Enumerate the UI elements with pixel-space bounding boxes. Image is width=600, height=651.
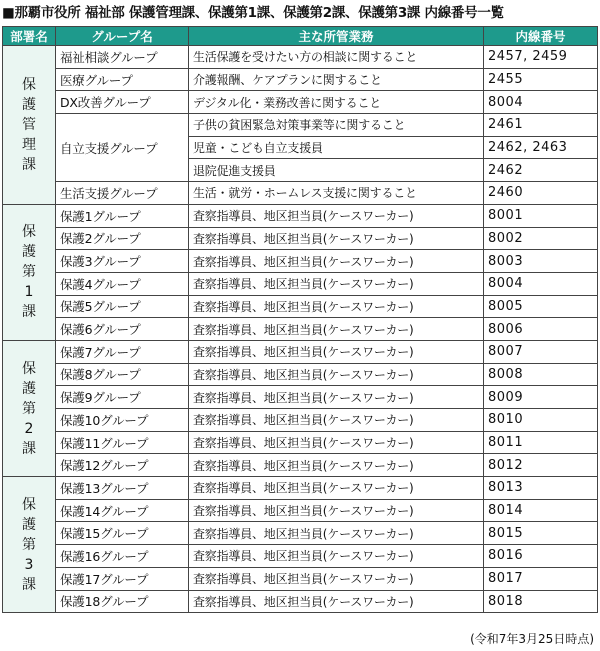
group-name-cell: DX改善グループ — [56, 91, 189, 114]
extension-cell: 8014 — [484, 499, 598, 522]
extension-cell: 8018 — [484, 590, 598, 613]
extension-cell: 8010 — [484, 409, 598, 432]
group-name-cell: 自立支援グループ — [56, 114, 189, 182]
duty-cell: 査察指導員、地区担当員(ケースワーカー) — [189, 567, 484, 590]
table-row — [3, 114, 598, 137]
group-name-cell: 保護14グループ — [56, 499, 189, 522]
duty-cell: 査察指導員、地区担当員(ケースワーカー) — [189, 454, 484, 477]
extension-cell: 8015 — [484, 522, 598, 545]
duty-cell: 査察指導員、地区担当員(ケースワーカー) — [189, 409, 484, 432]
group-name-cell: 保護3グループ — [56, 250, 189, 273]
group-name-cell: 保護5グループ — [56, 295, 189, 318]
table-row — [3, 431, 598, 454]
table-row — [3, 91, 598, 114]
extension-cell: 8008 — [484, 363, 598, 386]
table-row — [3, 250, 598, 273]
group-name-cell: 保護16グループ — [56, 545, 189, 568]
table-row — [3, 340, 598, 363]
header-dept: 部署名 — [3, 27, 56, 46]
group-name-cell: 保護2グループ — [56, 227, 189, 250]
group-name-cell: 保護4グループ — [56, 272, 189, 295]
duty-cell: 査察指導員、地区担当員(ケースワーカー) — [189, 499, 484, 522]
group-name-cell: 保護11グループ — [56, 431, 189, 454]
extension-cell: 8011 — [484, 431, 598, 454]
group-name-cell: 保護9グループ — [56, 386, 189, 409]
extension-cell: 8004 — [484, 91, 598, 114]
table-row — [3, 227, 598, 250]
table-row — [3, 567, 598, 590]
duty-cell: 査察指導員、地区担当員(ケースワーカー) — [189, 318, 484, 341]
duty-cell: 査察指導員、地区担当員(ケースワーカー) — [189, 545, 484, 568]
group-name-cell: 保護7グループ — [56, 340, 189, 363]
header-duty: 主な所管業務 — [189, 27, 484, 46]
extension-cell: 8017 — [484, 567, 598, 590]
duty-cell: 査察指導員、地区担当員(ケースワーカー) — [189, 227, 484, 250]
table-row — [3, 272, 598, 295]
table-body — [3, 46, 598, 613]
dept-name: 保護第2課 — [22, 360, 36, 457]
duty-cell: 査察指導員、地区担当員(ケースワーカー) — [189, 431, 484, 454]
extension-table — [2, 26, 598, 613]
duty-cell: 査察指導員、地区担当員(ケースワーカー) — [189, 477, 484, 500]
table-row — [3, 363, 598, 386]
table-row — [3, 545, 598, 568]
as-of-date-note: (令和7年3月25日時点) — [470, 632, 594, 646]
group-name-cell: 保護8グループ — [56, 363, 189, 386]
group-name-cell: 保護13グループ — [56, 477, 189, 500]
dept-cell — [3, 477, 56, 613]
group-name-cell: 生活支援グループ — [56, 182, 189, 205]
extension-cell: 2461 — [484, 114, 598, 137]
table-row — [3, 454, 598, 477]
duty-cell: 査察指導員、地区担当員(ケースワーカー) — [189, 250, 484, 273]
extension-cell: 8007 — [484, 340, 598, 363]
dept-name: 保護第1課 — [22, 224, 36, 321]
group-name-cell: 保護18グループ — [56, 590, 189, 613]
dept-name: 保護管理課 — [22, 76, 36, 173]
table-row — [3, 499, 598, 522]
duty-cell: 査察指導員、地区担当員(ケースワーカー) — [189, 590, 484, 613]
duty-cell: 査察指導員、地区担当員(ケースワーカー) — [189, 363, 484, 386]
extension-cell: 2460 — [484, 182, 598, 205]
table-row — [3, 46, 598, 69]
group-name-cell: 保護12グループ — [56, 454, 189, 477]
duty-cell: 査察指導員、地区担当員(ケースワーカー) — [189, 272, 484, 295]
extension-cell: 8012 — [484, 454, 598, 477]
table-row — [3, 409, 598, 432]
duty-cell: 査察指導員、地区担当員(ケースワーカー) — [189, 386, 484, 409]
table-row — [3, 318, 598, 341]
table-header-row — [3, 27, 598, 46]
extension-cell: 8004 — [484, 272, 598, 295]
header-extension: 内線番号 — [484, 27, 598, 46]
table-row — [3, 204, 598, 227]
extension-cell: 2457, 2459 — [484, 46, 598, 69]
extension-cell: 8013 — [484, 477, 598, 500]
extension-cell: 8003 — [484, 250, 598, 273]
group-name-cell: 医療グループ — [56, 68, 189, 91]
table-row — [3, 477, 598, 500]
table-row — [3, 522, 598, 545]
duty-cell: 子供の貧困緊急対策事業等に関すること — [189, 114, 484, 137]
dept-cell — [3, 204, 56, 340]
table-row — [3, 590, 598, 613]
header-group: グループ名 — [56, 27, 189, 46]
document-title: ■那覇市役所 福祉部 保護管理課、保護第1課、保護第2課、保護第3課 内線番号一覧 — [2, 5, 504, 21]
table-row — [3, 68, 598, 91]
group-name-cell: 福祉相談グループ — [56, 46, 189, 69]
group-name-cell: 保護15グループ — [56, 522, 189, 545]
extension-cell: 2462 — [484, 159, 598, 182]
duty-cell: 退院促進支援員 — [189, 159, 484, 182]
table-row — [3, 295, 598, 318]
extension-cell: 8001 — [484, 204, 598, 227]
group-name-cell: 保護10グループ — [56, 409, 189, 432]
extension-cell: 2462, 2463 — [484, 136, 598, 159]
group-name-cell: 保護1グループ — [56, 204, 189, 227]
dept-name: 保護第3課 — [22, 496, 36, 593]
duty-cell: 児童・こども自立支援員 — [189, 136, 484, 159]
duty-cell: 生活・就労・ホームレス支援に関すること — [189, 182, 484, 205]
duty-cell: 査察指導員、地区担当員(ケースワーカー) — [189, 340, 484, 363]
extension-cell: 2455 — [484, 68, 598, 91]
duty-cell: デジタル化・業務改善に関すること — [189, 91, 484, 114]
table-row — [3, 182, 598, 205]
dept-cell — [3, 46, 56, 205]
duty-cell: 査察指導員、地区担当員(ケースワーカー) — [189, 204, 484, 227]
extension-cell: 8009 — [484, 386, 598, 409]
extension-cell: 8002 — [484, 227, 598, 250]
extension-cell: 8005 — [484, 295, 598, 318]
dept-cell — [3, 340, 56, 476]
group-name-cell: 保護17グループ — [56, 567, 189, 590]
duty-cell: 査察指導員、地区担当員(ケースワーカー) — [189, 522, 484, 545]
group-name-cell: 保護6グループ — [56, 318, 189, 341]
duty-cell: 査察指導員、地区担当員(ケースワーカー) — [189, 295, 484, 318]
extension-cell: 8006 — [484, 318, 598, 341]
duty-cell: 介護報酬、ケアプランに関すること — [189, 68, 484, 91]
duty-cell: 生活保護を受けたい方の相談に関すること — [189, 46, 484, 69]
table-row — [3, 386, 598, 409]
extension-cell: 8016 — [484, 545, 598, 568]
